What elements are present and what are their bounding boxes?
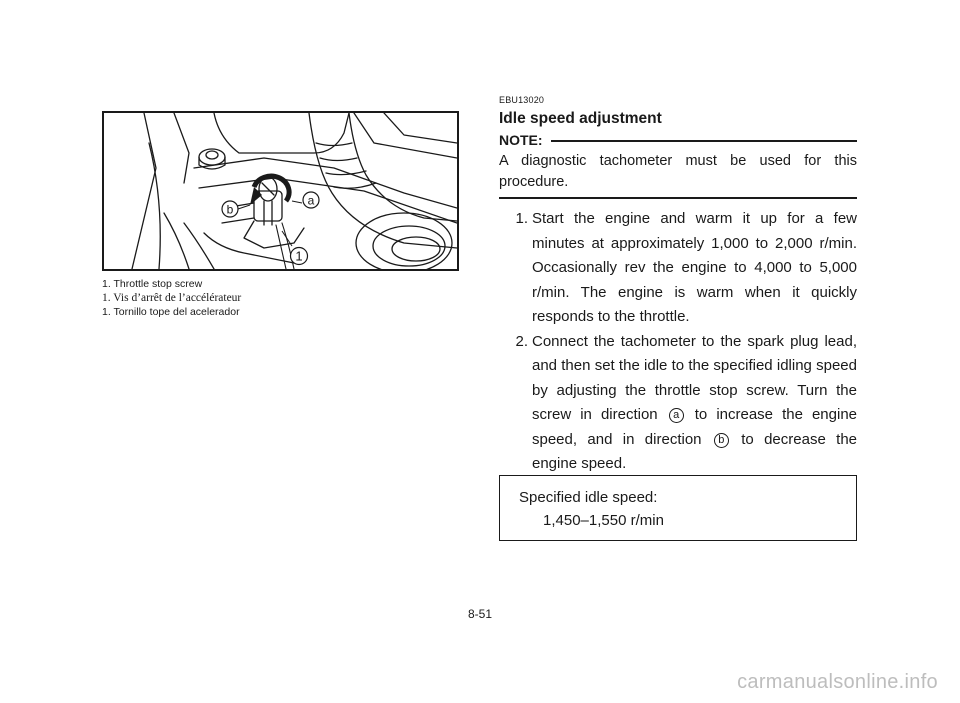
callout-label-b: b — [226, 202, 234, 217]
step-text — [532, 330, 857, 477]
note-header — [499, 132, 857, 148]
step-text-part: to increase the engine speed, and in direction — [532, 406, 858, 448]
note-text: A diagnostic tachometer must be used for this procedure. — [499, 153, 857, 190]
direction-a-mark: a — [669, 408, 684, 423]
step-number: 2. — [515, 332, 528, 350]
spec-label: Specified idle speed: — [519, 489, 658, 506]
note-label: NOTE: — [499, 132, 543, 148]
caption-french: 1. Vis d’arrêt de l’accélérateur — [102, 292, 242, 304]
note-end-divider — [499, 197, 857, 199]
step-2 — [499, 330, 857, 477]
step-text: Start the engine and warm it up for a few minutes at approximately 1,000 to 2,000 r/min. Occasionally rev the engine to 4,000 to 5,000 r/min. The engine is warm when it quickly responds to the throttle. — [532, 210, 857, 325]
section-idle-speed — [499, 95, 857, 477]
spec-value: 1,450–1,550 r/min — [543, 512, 664, 529]
caption-spanish: 1. Tornillo tope del acelerador — [102, 306, 240, 318]
step-1 — [499, 207, 857, 330]
figure-captions — [102, 277, 462, 319]
section-title: Idle speed adjustment — [499, 110, 662, 127]
step-text-part: Connect the tachometer to the spark plug lead, and then set the idle to the specified idling speed by adjusting the throttle stop screw. Turn the screw in direction — [532, 332, 857, 423]
direction-b-mark: b — [714, 433, 729, 448]
caption-english: 1. Throttle stop screw — [102, 278, 203, 290]
callout-label-1: 1 — [295, 248, 303, 264]
throttle-stop-screw-illustration — [102, 111, 459, 271]
engine-line-drawing — [104, 113, 457, 269]
spec-box — [499, 475, 857, 541]
watermark: carmanualsonline.info — [737, 671, 938, 693]
step-number: 1. — [515, 210, 528, 227]
section-code: EBU13020 — [499, 95, 545, 105]
callout-label-a: a — [307, 193, 315, 208]
page-number: 8-51 — [467, 607, 493, 621]
step-text-part: to decrease the engine speed. — [532, 430, 857, 472]
note-divider — [551, 140, 857, 142]
steps-list — [499, 207, 857, 477]
